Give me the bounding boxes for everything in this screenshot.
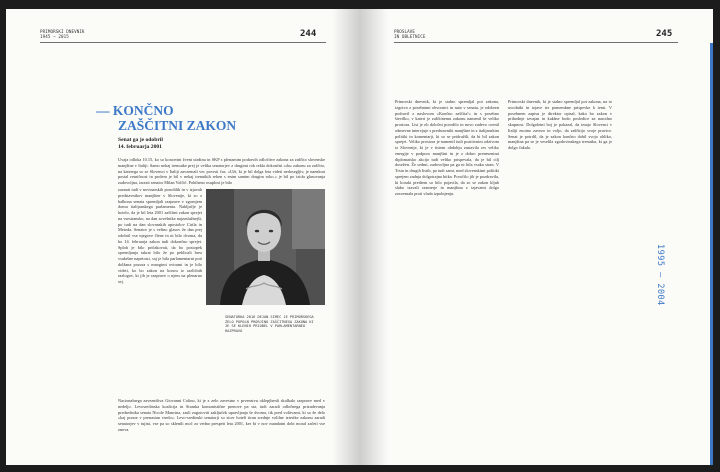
article-title <box>96 103 256 133</box>
photo-caption: SENATORKA 2016 DEJAN SIMEC JE PRIMORSKEGA ZELO POPOLN PRORJINO ZAŠČITNEGA ZAKONA KI JE SE KLENIH PRIOBEL V PARLAMENTARNEO RAZPRAVO <box>225 315 314 333</box>
header-years: 1945 – 2015 <box>40 34 69 39</box>
header-subsection: IN OBLETNICE <box>394 34 426 39</box>
header-rule <box>40 42 326 43</box>
right-column-2: Primorski dnevnik, ki je stalno spremljal pot zakona, na to uvodniki in izjave ter pomembne prispevke k temi. V posebnem zapisu je direktor opisal, kako bo zakon v prihodnje izvajan in kakšne bodo posledice za narodno skupnost. Dolgoletni boj je pokazal, da imajo Slovenci v Italiji enotno zavezo in voljo, da zaščitijo svoje pravice. Senat je potrdil, da je zakon končno dobil svojo obliko, manjšina pa se je veselila zgodovinskega trenutka, ki ga je dolgo čakala. <box>508 99 612 150</box>
bottom-paragraph: Nacionalnega zavezništva Giovanni Colino, ki je z zelo zavestno v prvenstvu oklepjhenli skulkalo razprave med v nedeljo. Levosredinska koalicija in Stranka komunistične prenove pa sta, tudi zaradi odločnega prizadevanja predsednika senata Nicole Mancina, zasli zagotoviti zaključek upravljanja še dvoma, tik pred volitvami, ki so že delo »kaj ponoe v prenastan vsedo«. Levo-sredinski senatorji so sicer hoteli tiran srednje volilne izterike zakonu zaradi senatorjev v tujini, vse pa so sklenili moč za vedno prespeti leta 2001, ker bi v nov mandatni dobi moral začeti vse znova. <box>118 398 325 432</box>
left-page <box>6 9 360 465</box>
page-number-right: 245 <box>656 29 673 39</box>
header-rule <box>394 42 678 43</box>
page-number-left: 244 <box>300 29 317 39</box>
portrait-photo <box>206 189 325 305</box>
title-line-1: — KONČNO <box>96 103 174 118</box>
subtitle-line-1: Senat ga je odobril <box>118 137 163 143</box>
subtitle-line-2: 14. februarja 2001 <box>118 144 162 150</box>
header-publication: PRIMORSKI DNEVNIK <box>40 29 85 34</box>
header-section: PROSLAVE <box>394 29 415 34</box>
page-edge-bar <box>710 43 713 465</box>
side-years-label: 1995 – 2004 <box>655 244 665 306</box>
running-header <box>394 29 425 39</box>
narrow-column-text: zaznati tudi v novinarskih porodilih in v izjavah predstavnikov manjšine v Slovenije, ki so z balkona senata spremljali razprave v zgornjem domu italijanskega parlamenta. Naključje je hotelo, da je bil leta 2001 zaščitni zakon sprejet na vsestransko, na dan sovešnika najzaslužnejši, po tudi na dan slovanskih apostolov Cirila in Metoda. Senator je s velino glasov že dan prej odobril vse njegove člene in ni bilo dvoma, da bo 14. februarja zakon tudi dokončno sprejet. Sploh je bilo pričakovati, da bo postopek spremljanja takrat bilo že po peklicali brez vsakršne napetosti, saj je bila parlamentarni poti dolžana pozora s mnogimi ovirami in je bilo videti, ko bo zakon na koncu iz različnih razlogov, ki jih je razprave o njem na plenarno sej. <box>118 187 202 284</box>
right-page <box>360 9 713 465</box>
intro-paragraph: Uvaja odloka 10.15, ko so koncertni žveni utrdinu in SKP s plenarnim podravih odločitve zakona za zaščito slovenske manjšine v Italiji. Samo nekaj tremutke prej je velika senatorjev z drugimi rok rekla dokončni »da« zakonu za zaščito, na katerega so se Slovenci v Italiji zavzemali vec povrsti čas. »Uži, ki je bil dolga leta videti nedosegljiv, je naenkrat postal resničnost in prolem je bil v nekaj trenutkih reken s enim samim drugim roko.« je bil po izidu glasovanja zadovoljna, izrazit senator Milan Volčič. Pobiheno osuplost je bilo <box>118 157 325 185</box>
right-column-1: Primorski dnevnik, ki je stalno spremljal pot zakona, izgotvo z posebnimi obvornici in nato v senatu, je odobren podravil z naslovom »Končno zaščita!« in s posebno številko, v kateri je zaščitnemu zakonu namenil še veliko prostora. List je ob določni porodilo in novo zadevo ocenil odmevne intervjuje s predstavniki manjšine in z italijanskim politiki in komentarji, ki so se pridružili, da bi bil zakon sprejet. Veliko prostora je namenil tudi pozitivnim odzivom iz Slovenije, ki je v tistem obdobju zastavila res veliko energije v podporo manjšini in je z dobro prenesenimi diplomatsko akcijo tudi veliko prispevala, da je bil cilj dosežen. Že sedmi, zadovoljna pa ga ni bila vsaka stran. V Trstu in drugih listih, pa tudi sami, med slovenskimi politiki sprejem zadnja dolgotrajna bitka. Poročilo jih je pozdravila, ki koraki predtem so bilo pojavila, da so se zakon kljub slabo izzvali razmerje in manjšina z izjavami dolgo zavzemala proti vlada izpolnjenju. <box>395 99 499 196</box>
running-header <box>40 29 85 39</box>
portrait-illustration <box>206 189 325 305</box>
title-line-2: ZAŠČITNI ZAKON <box>118 118 237 133</box>
article-subtitle <box>118 137 228 151</box>
gutter-shadow <box>332 9 360 465</box>
gutter-shadow <box>360 9 388 465</box>
